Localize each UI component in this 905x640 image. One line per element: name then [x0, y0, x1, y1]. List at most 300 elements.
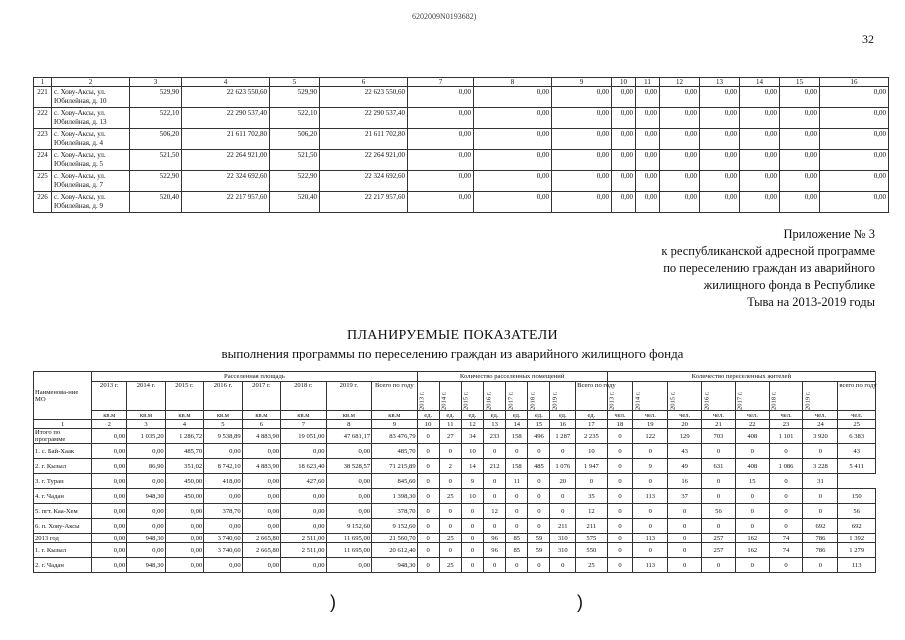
value-cell: 2 235	[576, 429, 608, 444]
page-number: 32	[862, 32, 874, 46]
column-number-cell: 1	[34, 78, 52, 87]
year-header: всего по году	[838, 382, 876, 411]
column-number-row	[34, 420, 876, 429]
value-cell: 378,70	[204, 504, 242, 519]
year-header: 2017 г.	[506, 382, 528, 411]
value-cell: 12	[484, 504, 506, 519]
value-cell: 0	[607, 444, 633, 459]
value-cell: 786	[803, 543, 838, 558]
value-cell: 450,00	[165, 474, 203, 489]
region-name-cell: 2013 год	[34, 534, 92, 543]
value-cell: 0,00	[165, 534, 203, 543]
value-cell: 96	[484, 543, 506, 558]
value-cell: 948,30	[127, 534, 165, 543]
value-cell: 0,00	[474, 171, 552, 192]
value-cell: 0,00	[740, 87, 780, 108]
value-cell: 0	[607, 489, 633, 504]
value-cell: 19 051,00	[281, 429, 326, 444]
year-header: 2017 г.	[242, 382, 280, 411]
value-cell: 15	[735, 474, 769, 489]
value-cell: 0,00	[204, 489, 242, 504]
value-cell: 212	[484, 459, 506, 474]
region-name-cell: 1. с. Бай-Хаак	[34, 444, 92, 459]
value-cell: 550	[576, 543, 608, 558]
address-cell: с. Хову-Аксы, ул. Юбилейная, д. 13	[52, 108, 130, 129]
value-cell: 10	[461, 489, 483, 504]
value-cell: 0,00	[92, 504, 127, 519]
column-number-cell: 16	[550, 420, 576, 429]
value-cell: 0,00	[636, 108, 660, 129]
value-cell: 0	[461, 504, 483, 519]
column-number-cell: 8	[326, 420, 371, 429]
value-cell: 9 152,60	[372, 519, 418, 534]
value-cell: 0,00	[820, 129, 889, 150]
value-cell: 59	[528, 543, 550, 558]
value-cell: 485,70	[165, 444, 203, 459]
value-cell: 0	[506, 444, 528, 459]
value-cell: 0	[803, 504, 838, 519]
value-cell: 0,00	[242, 558, 280, 573]
value-cell: 0,00	[326, 444, 371, 459]
value-cell: 113	[633, 558, 668, 573]
value-cell: 0,00	[204, 519, 242, 534]
value-cell: 786	[803, 534, 838, 543]
indicators-table	[33, 371, 876, 573]
value-cell: 25	[576, 558, 608, 573]
value-cell: 1 035,20	[127, 429, 165, 444]
unit-cell: кв.м	[326, 411, 371, 420]
unit-cell: ед.	[417, 411, 439, 420]
value-cell: 56	[702, 504, 736, 519]
value-cell: 86,90	[127, 459, 165, 474]
value-cell: 0,00	[92, 519, 127, 534]
value-cell: 0,00	[474, 129, 552, 150]
group-header-row	[34, 372, 876, 382]
value-cell: 35	[576, 489, 608, 504]
column-number-cell: 2	[92, 420, 127, 429]
value-cell: 21 611 702,80	[320, 129, 408, 150]
value-cell: 22 264 921,00	[182, 150, 270, 171]
value-cell: 0	[607, 504, 633, 519]
value-cell: 0,00	[326, 558, 371, 573]
table-row	[34, 504, 876, 519]
value-cell: 0,00	[127, 444, 165, 459]
year-header: 2019 г.	[803, 382, 838, 411]
value-cell: 0	[550, 558, 576, 573]
year-header: 2017 г.	[735, 382, 769, 411]
value-cell: 0,00	[700, 87, 740, 108]
value-cell: 0,00	[281, 444, 326, 459]
unit-cell: чел.	[735, 411, 769, 420]
value-cell: 310	[550, 543, 576, 558]
value-cell: 2 665,80	[242, 543, 280, 558]
value-cell: 0,00	[204, 444, 242, 459]
value-cell: 0	[439, 543, 461, 558]
column-number-cell: 10	[417, 420, 439, 429]
group-header: Количество расселенных помещений	[417, 372, 607, 382]
value-cell: 10	[576, 444, 608, 459]
value-cell: 113	[633, 534, 668, 543]
value-cell: 20	[550, 474, 576, 489]
year-header: Всего по году	[576, 382, 608, 411]
value-cell: 0,00	[474, 192, 552, 213]
value-cell: 0	[607, 474, 633, 489]
value-cell: 4 883,90	[242, 429, 280, 444]
value-cell: 0,00	[408, 129, 474, 150]
value-cell: 0	[803, 558, 838, 573]
table-row	[34, 558, 876, 573]
value-cell: 222	[34, 108, 52, 129]
value-cell: 257	[702, 534, 736, 543]
value-cell: 0,00	[820, 150, 889, 171]
value-cell: 0,00	[92, 459, 127, 474]
value-cell: 0	[461, 558, 483, 573]
value-cell: 2 511,00	[281, 534, 326, 543]
column-number-cell: 2	[52, 78, 130, 87]
value-cell: 0,00	[281, 558, 326, 573]
value-cell: 0	[506, 519, 528, 534]
value-cell: 0	[607, 519, 633, 534]
value-cell: 310	[550, 534, 576, 543]
value-cell: 521,50	[130, 150, 182, 171]
column-number-cell: 13	[484, 420, 506, 429]
value-cell: 211	[550, 519, 576, 534]
value-cell: 0,00	[740, 129, 780, 150]
value-cell: 22 623 550,60	[320, 87, 408, 108]
column-number-cell: 11	[439, 420, 461, 429]
value-cell: 158	[506, 429, 528, 444]
value-cell: 0	[769, 489, 803, 504]
unit-cell: ед.	[528, 411, 550, 420]
value-cell: 522,10	[130, 108, 182, 129]
value-cell: 0	[633, 474, 668, 489]
table-row	[34, 129, 889, 150]
column-number-cell: 7	[281, 420, 326, 429]
value-cell: 496	[528, 429, 550, 444]
value-cell: 0	[417, 429, 439, 444]
value-cell: 0,00	[165, 558, 203, 573]
value-cell: 0	[735, 519, 769, 534]
value-cell: 3 228	[803, 459, 838, 474]
value-cell: 0	[484, 489, 506, 504]
unit-cell: кв.м	[165, 411, 203, 420]
value-cell: 0,00	[92, 558, 127, 573]
value-cell: 0	[702, 444, 736, 459]
unit-cell: чел.	[607, 411, 633, 420]
column-number-cell: 7	[408, 78, 474, 87]
value-cell: 0,00	[820, 87, 889, 108]
value-cell: 0	[769, 474, 803, 489]
column-number-cell: 15	[528, 420, 550, 429]
value-cell: 0,00	[127, 519, 165, 534]
value-cell: 0,00	[127, 543, 165, 558]
column-number-cell: 12	[461, 420, 483, 429]
value-cell: 0	[417, 504, 439, 519]
value-cell: 408	[735, 429, 769, 444]
value-cell: 0,00	[408, 87, 474, 108]
value-cell: 522,90	[130, 171, 182, 192]
year-header: 2019 г.	[326, 382, 371, 411]
value-cell: 9	[461, 474, 483, 489]
value-cell: 0	[528, 504, 550, 519]
unit-cell: чел.	[838, 411, 876, 420]
table-row	[34, 534, 876, 543]
unit-cell: ед.	[506, 411, 528, 420]
value-cell: 0	[735, 558, 769, 573]
value-cell: 0	[528, 444, 550, 459]
value-cell: 0,00	[281, 489, 326, 504]
value-cell: 0,00	[204, 558, 242, 573]
year-header: 2013 г.	[92, 382, 127, 411]
value-cell: 223	[34, 129, 52, 150]
value-cell: 0	[417, 519, 439, 534]
value-cell: 0	[417, 444, 439, 459]
value-cell: 0,00	[552, 87, 612, 108]
value-cell: 0,00	[636, 129, 660, 150]
value-cell: 522,90	[270, 171, 320, 192]
value-cell: 0	[461, 534, 483, 543]
value-cell: 0	[668, 519, 702, 534]
column-number-cell: 13	[700, 78, 740, 87]
value-cell: 0,00	[820, 108, 889, 129]
address-cell: с. Хову-Аксы, ул. Юбилейная, д. 5	[52, 150, 130, 171]
value-cell: 27	[439, 429, 461, 444]
year-header: 2016 г.	[484, 382, 506, 411]
value-cell: 1 101	[769, 429, 803, 444]
value-cell: 506,20	[130, 129, 182, 150]
value-cell: 43	[838, 444, 876, 459]
value-cell: 0	[417, 543, 439, 558]
value-cell: 3 920	[803, 429, 838, 444]
value-cell: 0,00	[552, 150, 612, 171]
value-cell: 34	[461, 429, 483, 444]
value-cell: 225	[34, 171, 52, 192]
unit-cell: чел.	[769, 411, 803, 420]
value-cell: 0,00	[92, 534, 127, 543]
value-cell: 1 398,30	[372, 489, 418, 504]
value-cell: 0	[769, 558, 803, 573]
column-number-cell: 1	[34, 420, 92, 429]
value-cell: 0,00	[740, 171, 780, 192]
value-cell: 845,60	[372, 474, 418, 489]
value-cell: 47 681,17	[326, 429, 371, 444]
value-cell: 506,20	[270, 129, 320, 150]
value-cell: 0,00	[740, 150, 780, 171]
value-cell: 74	[769, 543, 803, 558]
value-cell: 0,00	[242, 444, 280, 459]
handwritten-mark: )	[330, 592, 336, 612]
column-number-cell: 21	[702, 420, 736, 429]
document-title: ПЛАНИРУЕМЫЕ ПОКАЗАТЕЛИ	[347, 328, 558, 343]
value-cell: 0	[769, 504, 803, 519]
value-cell: 0,00	[326, 504, 371, 519]
value-cell: 49	[668, 459, 702, 474]
value-cell: 1 286,72	[165, 429, 203, 444]
value-cell: 0	[417, 558, 439, 573]
value-cell: 18 623,40	[281, 459, 326, 474]
value-cell: 0	[633, 444, 668, 459]
column-number-cell: 6	[320, 78, 408, 87]
value-cell: 0,00	[474, 108, 552, 129]
value-cell: 529,90	[270, 87, 320, 108]
value-cell: 0,00	[660, 171, 700, 192]
appendix-line: жилищного фонда в Республике	[703, 278, 875, 292]
year-header: 2013 г.	[607, 382, 633, 411]
value-cell: 0,00	[92, 543, 127, 558]
region-name-cell: 6. п. Хову-Аксы	[34, 519, 92, 534]
value-cell: 0	[702, 489, 736, 504]
value-cell: 0,00	[780, 171, 820, 192]
year-header: 2019 г.	[550, 382, 576, 411]
address-cell: с. Хову-Аксы, ул. Юбилейная, д. 7	[52, 171, 130, 192]
value-cell: 0,00	[612, 150, 636, 171]
value-cell: 14	[461, 459, 483, 474]
region-name-cell: Итого по программе	[34, 429, 92, 444]
value-cell: 9 152,60	[326, 519, 371, 534]
value-cell: 4 883,90	[242, 459, 280, 474]
value-cell: 22 623 550,60	[182, 87, 270, 108]
unit-cell: кв.м	[242, 411, 280, 420]
table-row	[34, 192, 889, 213]
value-cell: 0	[484, 558, 506, 573]
table-row	[34, 519, 876, 534]
value-cell: 0,00	[242, 489, 280, 504]
value-cell: 1 392	[838, 534, 876, 543]
value-cell: 162	[735, 543, 769, 558]
value-cell: 2 665,80	[242, 534, 280, 543]
column-number-cell: 4	[182, 78, 270, 87]
column-number-cell: 14	[506, 420, 528, 429]
value-cell: 0	[576, 474, 608, 489]
value-cell: 0,00	[127, 474, 165, 489]
value-cell: 450,00	[165, 489, 203, 504]
value-cell: 85	[506, 543, 528, 558]
value-cell: 0,00	[242, 519, 280, 534]
value-cell: 0,00	[408, 171, 474, 192]
year-header: 2014 г.	[633, 382, 668, 411]
value-cell: 0,00	[612, 192, 636, 213]
value-cell: 2	[439, 459, 461, 474]
column-number-cell: 10	[612, 78, 636, 87]
unit-cell: ед.	[461, 411, 483, 420]
unit-cell: ед.	[439, 411, 461, 420]
value-cell: 0,00	[780, 108, 820, 129]
value-cell: 0	[702, 558, 736, 573]
column-number-cell: 5	[270, 78, 320, 87]
value-cell: 38 528,57	[326, 459, 371, 474]
table-row	[34, 150, 889, 171]
value-cell: 25	[439, 489, 461, 504]
value-cell: 0	[550, 444, 576, 459]
year-header: 2018 г.	[281, 382, 326, 411]
column-number-cell: 22	[735, 420, 769, 429]
unit-cell: ед.	[484, 411, 506, 420]
year-header: 2015 г.	[461, 382, 483, 411]
value-cell: 1 086	[769, 459, 803, 474]
value-cell: 0,00	[165, 519, 203, 534]
value-cell: 12	[576, 504, 608, 519]
value-cell: 10	[461, 444, 483, 459]
value-cell: 0,00	[552, 192, 612, 213]
value-cell: 22 324 692,60	[320, 171, 408, 192]
year-header: Всего по году	[372, 382, 418, 411]
table-row	[34, 459, 876, 474]
table-row	[34, 489, 876, 504]
value-cell: 0	[769, 519, 803, 534]
value-cell: 0,00	[612, 108, 636, 129]
year-header: 2015 г.	[165, 382, 203, 411]
value-cell: 0	[461, 543, 483, 558]
value-cell: 0	[668, 543, 702, 558]
value-cell: 0	[484, 444, 506, 459]
table-row	[34, 108, 889, 129]
value-cell: 0,00	[700, 129, 740, 150]
value-cell: 11	[506, 474, 528, 489]
year-header: 2013 г.	[417, 382, 439, 411]
value-cell: 1 287	[550, 429, 576, 444]
column-number-cell: 14	[740, 78, 780, 87]
value-cell: 0	[461, 519, 483, 534]
unit-cell: чел.	[803, 411, 838, 420]
value-cell: 0	[439, 504, 461, 519]
value-cell: 703	[702, 429, 736, 444]
value-cell: 0,00	[820, 171, 889, 192]
value-cell: 0,00	[552, 171, 612, 192]
value-cell: 1 076	[550, 459, 576, 474]
value-cell: 0	[528, 474, 550, 489]
value-cell: 575	[576, 534, 608, 543]
value-cell: 0	[735, 504, 769, 519]
value-cell: 6 383	[838, 429, 876, 444]
value-cell: 0	[484, 519, 506, 534]
years-header-row	[34, 382, 876, 411]
column-number-cell: 4	[165, 420, 203, 429]
value-cell: 0,00	[660, 87, 700, 108]
column-number-cell: 9	[552, 78, 612, 87]
column-number-cell: 17	[576, 420, 608, 429]
value-cell: 0,00	[408, 192, 474, 213]
value-cell: 233	[484, 429, 506, 444]
column-number-cell: 15	[780, 78, 820, 87]
year-header: 2015 г.	[668, 382, 702, 411]
value-cell: 0	[769, 444, 803, 459]
unit-cell: кв.м	[127, 411, 165, 420]
value-cell: 692	[803, 519, 838, 534]
value-cell: 113	[633, 489, 668, 504]
value-cell: 83 476,79	[372, 429, 418, 444]
value-cell: 522,10	[270, 108, 320, 129]
value-cell: 0	[607, 534, 633, 543]
value-cell: 0,00	[408, 150, 474, 171]
region-name-cell: 2. г. Чадан	[34, 558, 92, 573]
value-cell: 0,00	[820, 192, 889, 213]
value-cell: 948,30	[127, 558, 165, 573]
value-cell: 0,00	[552, 129, 612, 150]
value-cell: 521,50	[270, 150, 320, 171]
column-number-cell: 11	[636, 78, 660, 87]
value-cell: 0	[417, 459, 439, 474]
column-number-cell: 6	[242, 420, 280, 429]
unit-cell: ед.	[576, 411, 608, 420]
table-row	[34, 543, 876, 558]
value-cell: 158	[506, 459, 528, 474]
year-header: 2014 г.	[127, 382, 165, 411]
year-header: 2018 г.	[528, 382, 550, 411]
value-cell: 0	[633, 543, 668, 558]
value-cell: 0,00	[740, 108, 780, 129]
value-cell: 0	[668, 504, 702, 519]
value-cell: 948,30	[127, 489, 165, 504]
